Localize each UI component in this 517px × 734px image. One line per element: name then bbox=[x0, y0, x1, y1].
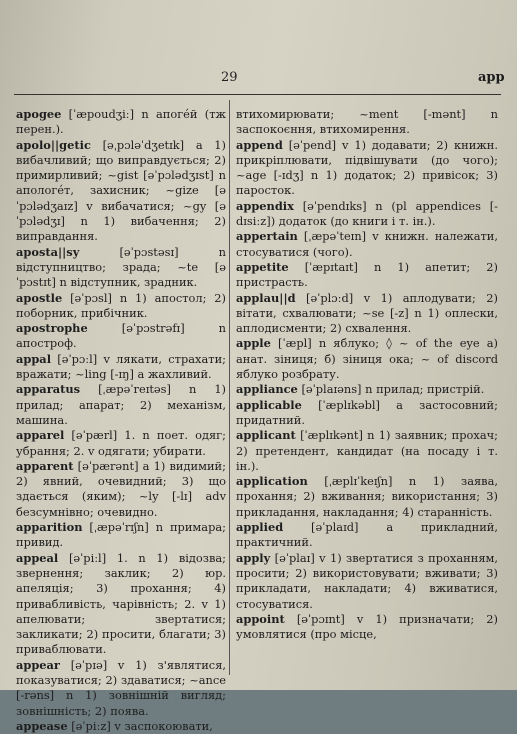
dictionary-entry bbox=[236, 551, 498, 612]
dictionary-entry bbox=[236, 229, 498, 260]
headword: applau||d bbox=[236, 290, 296, 305]
entry-text: [əˈpærl] 1. n поет. одяг; убрання; 2. v одягати; убирати. bbox=[16, 428, 226, 458]
dictionary-entry bbox=[16, 551, 226, 658]
headword: appetite bbox=[236, 259, 289, 274]
dictionary-entry bbox=[16, 719, 226, 734]
entry-text: [əˈpɪə] v 1) з'являтися, показуватися; 2) здаватися; ~ance [-rəns] n 1) зовнішній вигляд; зовнішність; 2) поява. bbox=[16, 657, 226, 718]
headword: append bbox=[236, 137, 283, 152]
dictionary-entry bbox=[236, 138, 498, 199]
dictionary-entry bbox=[236, 291, 498, 337]
entry-text: [əˈplaɪ] v 1) звертатися з проханням, просити; 2) використовувати; вживати; 3) прикладати, накладати; 4) вживатися, стосуватися. bbox=[236, 550, 498, 611]
dictionary-entry bbox=[16, 520, 226, 551]
dictionary-entry bbox=[16, 658, 226, 719]
entry-text: [əˈpɔstrəfɪ] n апостроф. bbox=[16, 321, 227, 351]
entry-text: [əˈplɔːd] v 1) аплодувати; 2) вітати, схвалювати; ~se [-z] n 1) оплески, аплодисменти; 2) схвалення. bbox=[236, 290, 498, 336]
entry-text: [ˌæpəˈteɪn] v книжн. належати, стосуватися (чого). bbox=[236, 229, 498, 259]
headword: apparent bbox=[16, 458, 74, 473]
headword: appear bbox=[16, 657, 60, 672]
headword: appertain bbox=[236, 229, 298, 244]
entry-text: [əˈpend] v 1) додавати; 2) книжн. прикріплювати, підвішувати (до чого); ~age [-ɪdʒ] n 1) додаток; 2) привісок; 3) паросток. bbox=[236, 137, 498, 198]
dictionary-entry bbox=[16, 107, 226, 138]
dictionary-entry bbox=[236, 382, 498, 397]
dictionary-entry bbox=[236, 199, 498, 230]
running-head: app bbox=[478, 70, 505, 85]
dictionary-entry bbox=[16, 428, 226, 459]
headword: apparel bbox=[16, 428, 65, 443]
headword: apparition bbox=[16, 520, 83, 535]
entry-text: [əˈplaɪəns] n прилад; пристрій. bbox=[301, 382, 485, 397]
entry-text: [əˈpiːz] v заспокоювати, bbox=[71, 718, 213, 733]
entry-text: [əˈpærənt] a 1) видимий; 2) явний, очевидний; 3) що здається (яким); ~ly [-lɪ] adv безсумнівно; очевидно. bbox=[16, 458, 226, 519]
column-divider bbox=[229, 100, 230, 675]
dictionary-entry bbox=[236, 474, 498, 520]
entry-text: [əˌpɔləˈdʒetɪk] a 1) вибачливий; що виправдується; 2) примирливий; ~gist [əˈpɔlədʒɪst] n апологéт, захисник; ~gize [əˈpɔlədʒaɪz] v вибачатися; ~gy [əˈpɔlədʒɪ] n 1) вибачення; 2) виправдання. bbox=[16, 137, 226, 244]
headword: appoint bbox=[236, 611, 285, 626]
dictionary-entry bbox=[236, 612, 498, 643]
headword: apple bbox=[236, 336, 271, 351]
dictionary-entry bbox=[16, 459, 226, 520]
dictionary-entry bbox=[16, 352, 226, 383]
dictionary-entry bbox=[236, 520, 498, 551]
headword: apparatus bbox=[16, 382, 81, 397]
headword: appeal bbox=[16, 550, 59, 565]
entry-text: [əˈpiːl] 1. n 1) відозва; звернення; заклик; 2) юр. апеляція; 3) прохання; 4) привабливість, чарівність; 2. v 1) апелювати; звертатися; закликати; 2) просити, благати; 3) приваблювати. bbox=[16, 550, 227, 657]
dictionary-entry bbox=[16, 138, 226, 245]
entry-text: [ˈæplɪkənt] n 1) заявник; прохач; 2) претендент, кандидат (на посаду і т. ін.). bbox=[236, 428, 499, 473]
entry-text: [ˌæpəˈreɪtəs] n 1) прилад; апарат; 2) механізм, машина. bbox=[16, 382, 227, 427]
dictionary-entry bbox=[16, 382, 226, 428]
entry-text: [ˈæplɪkəbl] a застосовний; придатний. bbox=[236, 397, 498, 427]
page-number: 29 bbox=[221, 70, 238, 85]
dictionary-entry bbox=[236, 107, 498, 138]
headword: applicable bbox=[236, 397, 302, 412]
dictionary-entry bbox=[16, 291, 226, 322]
entry-text: [əˈpɔːl] v лякати, страхати; вражати; ~ling [-ɪŋ] a жахливий. bbox=[16, 351, 226, 382]
headword: aposta||sy bbox=[16, 244, 80, 259]
entry-text: втихомирювати; ~ment [-mənt] n заспокоєння, втихомирення. bbox=[236, 107, 498, 137]
dictionary-entry bbox=[236, 428, 498, 474]
headword: appendix bbox=[236, 198, 294, 213]
entry-text: [ˌæpəˈrɪʃn] n примара; привид. bbox=[16, 520, 226, 550]
entry-text: [ˈæpoudʒiː] n апогéй (тж перен.). bbox=[16, 107, 226, 137]
headword: appal bbox=[16, 351, 52, 366]
headword: appliance bbox=[236, 382, 298, 397]
page-header bbox=[0, 70, 517, 90]
entry-text: [ˈæpl] n яблуко; ◊ ~ of the eye a) анат. зіниця; б) зіниця ока; ~ of discord яблуко розбрату. bbox=[236, 336, 498, 382]
headword: apply bbox=[236, 550, 271, 565]
dictionary-entry bbox=[236, 398, 498, 429]
entry-text: [əˈpɔsl] n 1) апостол; 2) поборник, прибічник. bbox=[16, 290, 226, 320]
entry-text: [əˈpendɪks] n (pl appendices [-dɪsiːz]) додаток (до книги і т. ін.). bbox=[236, 198, 498, 229]
headword: appease bbox=[16, 718, 68, 733]
headword: application bbox=[236, 474, 308, 489]
entry-text: [əˈpɔstəsɪ] n відступництво; зрада; ~te [əˈpɔstɪt] n відступник, зрадник. bbox=[16, 244, 226, 290]
left-column bbox=[16, 107, 226, 734]
headword: applied bbox=[236, 520, 284, 535]
entry-text: [əˈpɔɪnt] v 1) призначати; 2) умовлятися (про місце, bbox=[236, 611, 498, 642]
right-column bbox=[236, 107, 498, 642]
headword: apolo||getic bbox=[16, 137, 91, 152]
headword: apogee bbox=[16, 107, 62, 121]
headword: apostrophe bbox=[16, 321, 88, 336]
dictionary-entry bbox=[16, 321, 226, 352]
headword: apostle bbox=[16, 290, 63, 305]
entry-text: [ˈæpɪtaɪt] n 1) апетит; 2) пристрасть. bbox=[236, 259, 498, 290]
header-rule bbox=[14, 94, 501, 95]
dictionary-entry bbox=[16, 245, 226, 291]
dictionary-entry bbox=[236, 336, 498, 382]
headword: applicant bbox=[236, 428, 296, 443]
entry-text: [əˈplaɪd] a прикладний, практичний. bbox=[236, 520, 498, 550]
entry-text: [ˌæplɪˈkeɪʃn] n 1) заява, прохання; 2) вживання; використання; 3) прикладання, накладання; 4) старанність. bbox=[236, 474, 498, 519]
dictionary-entry bbox=[236, 260, 498, 291]
